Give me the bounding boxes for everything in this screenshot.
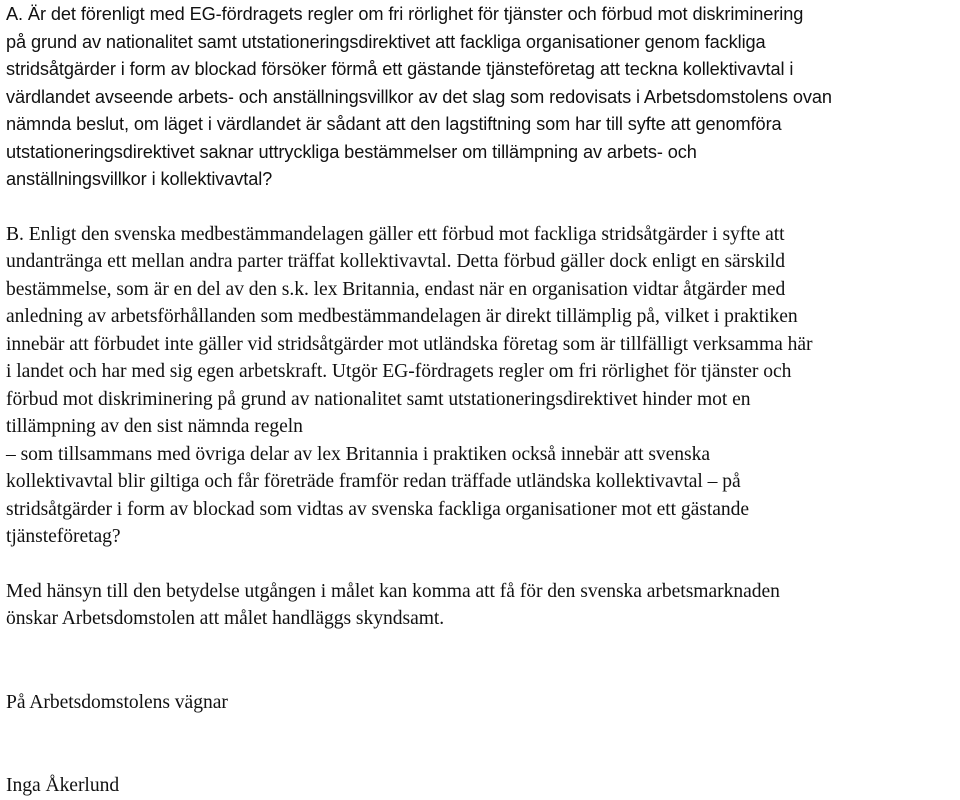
question-a-line: värdlandet avseende arbets- och anställningsvillkor av det slag som redovisats i Arbetsdomstolens ovan <box>6 86 832 107</box>
question-b-line: kollektivavtal blir giltiga och får företräde framför redan träffade utländska kollektivavtal – på <box>6 471 741 492</box>
signer-name: Inga Åkerlund <box>6 775 120 796</box>
question-a-line: nämnda beslut, om läget i värdlandet är sådant att den lagstiftning som har till syfte att genomföra <box>6 114 782 134</box>
question-b-line: anledning av arbetsförhållanden som medbestämmandelagen är direkt tillämplig på, vilket i praktiken <box>6 306 798 327</box>
question-b-line: förbud mot diskriminering på grund av nationalitet samt utstationeringsdirektivet hinder mot en <box>6 388 751 410</box>
question-b-paragraph <box>6 221 956 551</box>
question-b-line: undantränga ett mellan andra parter träffat kollektivavtal. Detta förbud gäller dock enligt en särskild <box>6 251 786 272</box>
closing-line: önskar Arbetsdomstolen att målet handläggs skyndsamt. <box>6 608 445 629</box>
question-b-line: bestämmelse, som är en del av den s.k. lex Britannia, endast när en organisation vidtar åtgärder med <box>6 278 786 300</box>
question-b-line: stridsåtgärder i form av blockad som vidtas av svenska fackliga organisationer mot ett gästande <box>6 498 750 520</box>
question-a-line: på grund av nationalitet samt utstationeringsdirektivet att fackliga organisationer genom fackliga <box>6 31 766 52</box>
document-page <box>6 0 956 800</box>
question-b-line: tjänsteföretag? <box>6 526 121 547</box>
question-b-line: innebär att förbudet inte gäller vid stridsåtgärder mot utländska företag som är tillfälligt verksamma här <box>6 333 813 355</box>
question-a-line: anställningsvillkor i kollektivavtal? <box>6 169 273 189</box>
question-b-line: – som tillsammans med övriga delar av lex Britannia i praktiken också innebär att svenska <box>6 443 710 465</box>
question-a-paragraph <box>6 1 956 194</box>
question-a-line: A. Är det förenligt med EG-fördragets regler om fri rörlighet för tjänster och förbud mot diskriminering <box>6 4 804 24</box>
question-b-line: tillämpning av den sist nämnda regeln <box>6 416 303 437</box>
signoff-text: På Arbetsdomstolens vägnar <box>6 691 228 713</box>
question-b-line: i landet och har med sig egen arbetskraft. Utgör EG-fördragets regler om fri rörlighet för tjänster och <box>6 361 792 382</box>
question-a-line: stridsåtgärder i form av blockad försöker förmå ett gästande tjänsteföretag att teckna kollektivavtal i <box>6 59 794 79</box>
closing-paragraph <box>6 578 956 633</box>
question-b-line: B. Enligt den svenska medbestämmandelagen gäller ett förbud mot fackliga stridsåtgärder i syfte att <box>6 223 785 245</box>
closing-line: Med hänsyn till den betydelse utgången i målet kan komma att få för den svenska arbetsmarknaden <box>6 580 780 602</box>
question-a-line: utstationeringsdirektivet saknar uttryckliga bestämmelser om tillämpning av arbets- och <box>6 141 697 162</box>
